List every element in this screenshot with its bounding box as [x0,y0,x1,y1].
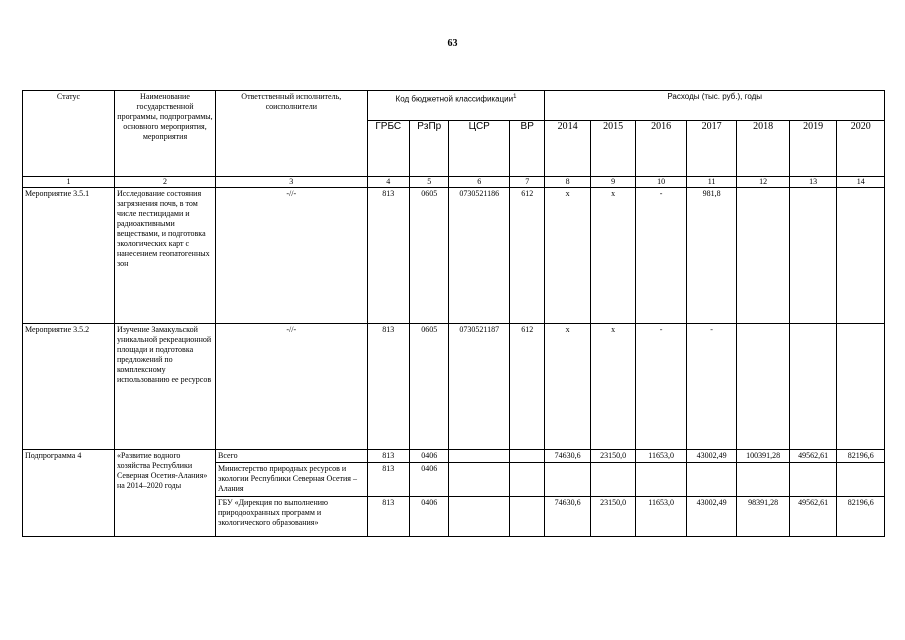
subprogram-csr [449,496,510,536]
subprogram-responsible: Всего [216,450,368,463]
header-rzpr: РзПр [410,121,449,177]
column-number: 4 [367,177,409,188]
subprogram-2015: 23150,0 [590,496,635,536]
header-expenses: Расходы (тыс. руб.), годы [545,91,885,121]
row-2016: - [636,188,687,324]
column-number: 6 [449,177,510,188]
header-name: Наименование государственной программы, подпрограммы, основного мероприятия, мероприятия [114,91,215,177]
subprogram-responsible: Министерство природных ресурсов и экологии Республики Северная Осетия – Алания [216,463,368,496]
subprogram-2016 [636,463,687,496]
subprogram-2018 [737,463,790,496]
row-2017: 981,8 [686,188,737,324]
row-responsible: -//- [216,188,368,324]
subprogram-2019 [789,463,836,496]
row-vr: 612 [510,324,545,450]
row-2019 [789,188,836,324]
row-responsible: -//- [216,324,368,450]
row-rzpr: 0605 [410,188,449,324]
subprogram-rzpr: 0406 [410,496,449,536]
row-2014: х [545,324,590,450]
subprogram-rzpr: 0406 [410,450,449,463]
row-2019 [789,324,836,450]
subprogram-2014: 74630,6 [545,496,590,536]
header-year-2018: 2018 [737,121,790,177]
header-budget-code [367,91,545,121]
row-2014: х [545,188,590,324]
subprogram-grbs: 813 [367,463,409,496]
subprogram-vr [510,450,545,463]
row-2020 [837,188,885,324]
column-number: 1 [23,177,115,188]
subprogram-grbs: 813 [367,496,409,536]
column-number: 7 [510,177,545,188]
row-csr: 0730521187 [449,324,510,450]
header-year-2014: 2014 [545,121,590,177]
column-number: 2 [114,177,215,188]
subprogram-2017 [686,463,737,496]
header-grbs: ГРБС [367,121,409,177]
page-number: 63 [447,38,458,49]
header-year-2017: 2017 [686,121,737,177]
row-status: Мероприятие 3.5.1 [23,188,115,324]
row-2018 [737,188,790,324]
subprogram-total-row [23,450,885,463]
header-year-2016: 2016 [636,121,687,177]
subprogram-2018: 98391,28 [737,496,790,536]
subprogram-2020: 82196,6 [837,450,885,463]
subprogram-2016: 11653,0 [636,450,687,463]
column-number: 12 [737,177,790,188]
row-2015: х [590,324,635,450]
table-row [23,324,885,450]
table-row [23,188,885,324]
header-status: Статус [23,91,115,177]
header-vr: ВР [510,121,545,177]
row-csr: 0730521186 [449,188,510,324]
row-grbs: 813 [367,324,409,450]
column-number-row [23,177,885,188]
subprogram-2019: 49562,61 [789,496,836,536]
column-number: 3 [216,177,368,188]
subprogram-2020 [837,463,885,496]
subprogram-name: «Развитие водного хозяйства Республики Северная Осетия-Алания» на 2014–2020 годы [114,450,215,537]
column-number: 11 [686,177,737,188]
subprogram-rzpr: 0406 [410,463,449,496]
column-number: 10 [636,177,687,188]
budget-table [22,90,885,537]
subprogram-2020: 82196,6 [837,496,885,536]
subprogram-2019: 49562,61 [789,450,836,463]
column-number: 9 [590,177,635,188]
header-budget-code-text: Код бюджетной классификации [395,94,514,104]
column-number: 5 [410,177,449,188]
subprogram-2017: 43002,49 [686,450,737,463]
row-grbs: 813 [367,188,409,324]
header-budget-code-footnote: 1 [513,94,517,100]
subprogram-2016: 11653,0 [636,496,687,536]
row-2015: х [590,188,635,324]
subprogram-2018: 100391,28 [737,450,790,463]
subprogram-status: Подпрограмма 4 [23,450,115,537]
row-rzpr: 0605 [410,324,449,450]
row-2016: - [636,324,687,450]
subprogram-responsible: ГБУ «Дирекция по выполнению природоохранных программ и экологического образования» [216,496,368,536]
row-status: Мероприятие 3.5.2 [23,324,115,450]
row-name: Исследование состояния загрязнения почв, в том числе пестицидами и радиоактивными веществами, и подготовка экологических карт с нанесением геопатогенных зон [114,188,215,324]
subprogram-vr [510,463,545,496]
row-2018 [737,324,790,450]
row-2017: - [686,324,737,450]
row-2020 [837,324,885,450]
header-year-2020: 2020 [837,121,885,177]
subprogram-csr [449,450,510,463]
subprogram-vr [510,496,545,536]
header-csr: ЦСР [449,121,510,177]
subprogram-2014 [545,463,590,496]
row-name: Изучение Замакульской уникальной рекреационной площади и подготовка предложений по комплексному использованию ее ресурсов [114,324,215,450]
subprogram-2015 [590,463,635,496]
subprogram-grbs: 813 [367,450,409,463]
column-number: 13 [789,177,836,188]
header-responsible: Ответственный исполнитель, соисполнители [216,91,368,177]
column-number: 8 [545,177,590,188]
subprogram-2014: 74630,6 [545,450,590,463]
subprogram-2015: 23150,0 [590,450,635,463]
header-year-2015: 2015 [590,121,635,177]
row-vr: 612 [510,188,545,324]
subprogram-2017: 43002,49 [686,496,737,536]
header-year-2019: 2019 [789,121,836,177]
subprogram-csr [449,463,510,496]
column-number: 14 [837,177,885,188]
